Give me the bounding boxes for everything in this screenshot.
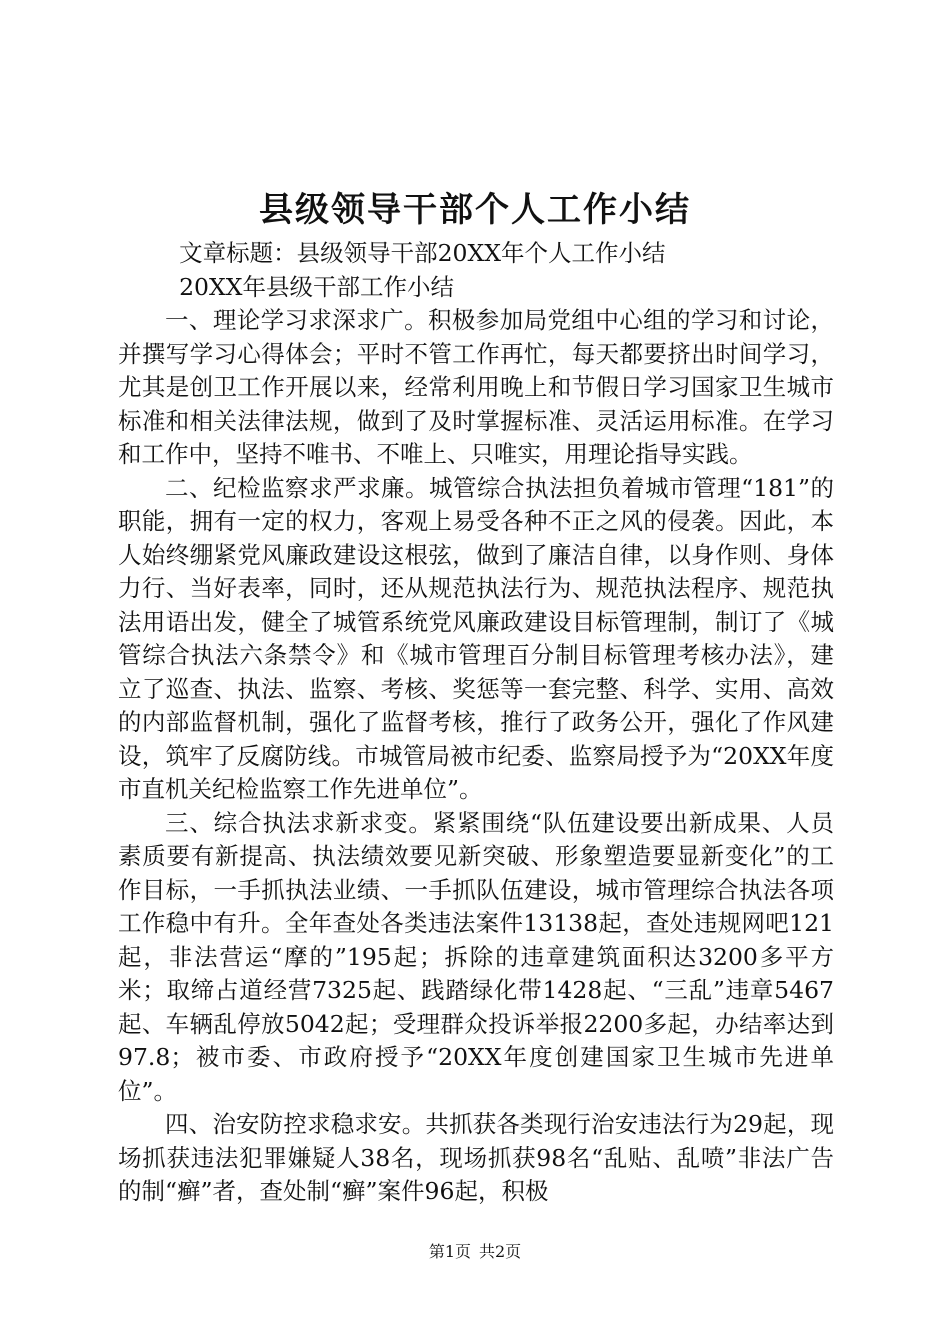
paragraph-law-enforcement: 三、综合执法求新求变。紧紧围绕“队伍建设要出新成果、人员素质要有新提高、执法绩效要见新突破、形象塑造要显新变化”的工作目标，一手抓执法业绩、一手抓队伍建设，城市管理综合执法各项工作稳中有升。全年查处各类违法案件13138起，查处违规网吧121起，非法营运“摩的”195起；拆除的违章建筑面积达3200多平方米；取缔占道经营7325起、践踏绿化带1428起、“三乱”违章5467起、车辆乱停放5042起；受理群众投诉举报2200多起，办结率达到97.8；被市委、市政府授予“20XX年度创建国家卫生城市先进单位”。	[118, 808, 834, 1105]
paragraph-theory-study: 一、理论学习求深求广。积极参加局党组中心组的学习和讨论，并撰写学习心得体会；平时不管工作再忙，每天都要挤出时间学习，尤其是创卫工作开展以来，经常利用晚上和节假日学习国家卫生城市标准和相关法律法规，做到了及时掌握标准、灵活运用标准。在学习和工作中，坚持不唯书、不唯上、只唯实，用理论指导实践。	[118, 306, 834, 468]
subtitle-line: 20XX年县级干部工作小结	[179, 272, 454, 301]
paragraph-public-security: 四、治安防控求稳求安。共抓获各类现行治安违法行为29起，现场抓获违法犯罪嫌疑人38名，现场抓获98名“乱贴、乱喷”非法广告的制“癣”者，查处制“癣”案件96起，积极	[118, 1110, 834, 1205]
article-title-line: 文章标题：县级领导干部20XX年个人工作小结	[179, 239, 666, 267]
page-number: 第1页	[428, 1242, 471, 1261]
paragraph-discipline-inspection: 二、纪检监察求严求廉。城管综合执法担负着城市管理“181”的职能，拥有一定的权力，客观上易受各种不正之风的侵袭。因此，本人始终绷紧党风廉政建设这根弦，做到了廉洁自律，以身作则、身体力行、当好表率，同时，还从规范执法行为、规范执法程序、规范执法用语出发，健全了城管系统党风廉政建设目标管理制，制订了《城管综合执法六条禁令》和《城市管理百分制目标管理考核办法》，建立了巡查、执法、监察、考核、奖惩等一套完整、科学、实用、高效的内部监督机制，强化了监督考核，推行了政务公开，强化了作风建设，筑牢了反腐防线。市城管局被市纪委、监察局授予为“20XX年度市直机关纪检监察工作先进单位”。	[118, 473, 834, 803]
page-footer	[0, 1240, 950, 1264]
document-title: 县级领导干部个人工作小结	[259, 190, 691, 230]
document-body	[118, 237, 834, 1209]
page-total: 共2页	[479, 1242, 522, 1261]
